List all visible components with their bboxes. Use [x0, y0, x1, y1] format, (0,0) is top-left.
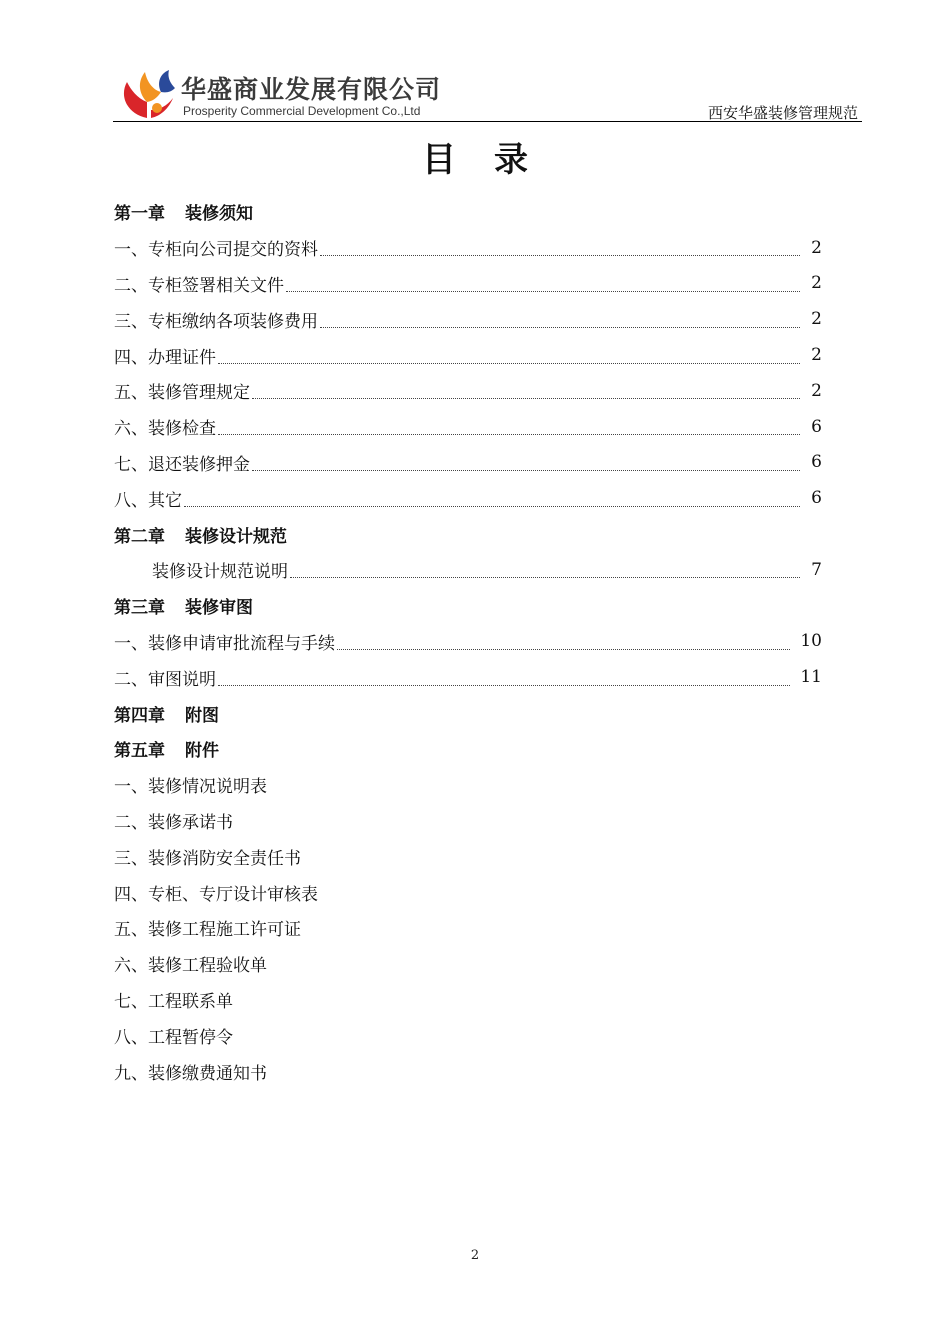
entry-page: 6: [811, 452, 822, 473]
entry-page: 2: [811, 273, 822, 294]
chapter-name: 装修设计规范: [185, 526, 287, 547]
chapter-heading[interactable]: [114, 588, 822, 624]
toc-entry[interactable]: [114, 480, 822, 516]
chapter-number: 第四章: [114, 705, 165, 726]
dot-leader: [218, 685, 790, 686]
entry-label: 四、办理证件: [114, 347, 216, 368]
chapter-heading[interactable]: [114, 731, 822, 767]
dot-leader: [337, 649, 790, 650]
chapter-heading[interactable]: [114, 695, 822, 731]
toc-entry[interactable]: [114, 230, 822, 266]
appendix-item[interactable]: 五、装修工程施工许可证: [114, 920, 301, 941]
chapter-name: 附图: [185, 705, 219, 726]
entry-page: 2: [811, 345, 822, 366]
entry-label: 五、装修管理规定: [114, 383, 250, 404]
dot-leader: [252, 398, 800, 399]
header-divider: [113, 121, 862, 122]
page-header: [113, 62, 862, 124]
entry-page: 7: [811, 559, 822, 580]
appendix-item[interactable]: 一、装修情况说明表: [114, 777, 267, 798]
dot-leader: [320, 255, 800, 256]
entry-page: 11: [800, 667, 822, 688]
chapter-number: 第五章: [114, 741, 165, 762]
entry-label: 三、专柜缴纳各项装修费用: [114, 311, 318, 332]
appendix-item[interactable]: 六、装修工程验收单: [114, 956, 267, 977]
dot-leader: [286, 291, 800, 292]
entry-page: 6: [811, 416, 822, 437]
appendix-item[interactable]: 四、专柜、专厅设计审核表: [114, 884, 318, 905]
chapter-heading[interactable]: [114, 516, 822, 552]
entry-label: 装修设计规范说明: [152, 562, 288, 583]
dot-leader: [290, 577, 800, 578]
entry-page: 2: [811, 309, 822, 330]
company-name-en: Prosperity Commercial Development Co.,Ltd: [183, 104, 421, 118]
chapter-name: 装修审图: [185, 598, 253, 619]
company-name-cn: 华盛商业发展有限公司: [181, 75, 442, 104]
entry-label: 二、专柜签署相关文件: [114, 275, 284, 296]
toc-entry[interactable]: [114, 337, 822, 373]
entry-label: 一、装修申请审批流程与手续: [114, 633, 335, 654]
chapter-name: 装修须知: [185, 204, 253, 225]
entry-page: 2: [811, 380, 822, 401]
entry-label: 八、其它: [114, 490, 182, 511]
entry-page: 6: [811, 488, 822, 509]
dot-leader: [320, 327, 800, 328]
dot-leader: [184, 506, 800, 507]
chapter-number: 第一章: [114, 204, 165, 225]
chapter-name: 附件: [185, 741, 219, 762]
entry-label: 一、专柜向公司提交的资料: [114, 240, 318, 261]
appendix-item[interactable]: 三、装修消防安全责任书: [114, 848, 301, 869]
appendix-item[interactable]: 九、装修缴费通知书: [114, 1063, 267, 1084]
toc-entry[interactable]: [114, 624, 822, 660]
chapter-heading[interactable]: [114, 194, 822, 230]
chapter-number: 第三章: [114, 598, 165, 619]
document-title: 西安华盛装修管理规范: [707, 104, 858, 122]
dot-leader: [218, 363, 800, 364]
appendix-item[interactable]: 八、工程暂停令: [114, 1027, 233, 1048]
table-of-contents: [114, 194, 822, 1089]
entry-label: 七、退还装修押金: [114, 454, 250, 475]
company-logo-icon: [117, 66, 177, 120]
toc-entry[interactable]: [114, 266, 822, 302]
toc-title: 目录: [422, 140, 566, 180]
appendix-item[interactable]: 七、工程联系单: [114, 991, 233, 1012]
toc-entry[interactable]: [114, 373, 822, 409]
toc-entry[interactable]: [114, 552, 822, 588]
entry-label: 六、装修检查: [114, 419, 216, 440]
toc-entry[interactable]: [114, 409, 822, 445]
toc-entry[interactable]: [114, 659, 822, 695]
page-number: 2: [470, 1248, 480, 1263]
entry-page: 10: [800, 631, 822, 652]
toc-entry[interactable]: [114, 445, 822, 481]
dot-leader: [252, 470, 800, 471]
dot-leader: [218, 434, 800, 435]
appendix-item[interactable]: 二、装修承诺书: [114, 812, 233, 833]
chapter-number: 第二章: [114, 526, 165, 547]
entry-page: 2: [811, 237, 822, 258]
entry-label: 二、审图说明: [114, 669, 216, 690]
toc-entry[interactable]: [114, 301, 822, 337]
